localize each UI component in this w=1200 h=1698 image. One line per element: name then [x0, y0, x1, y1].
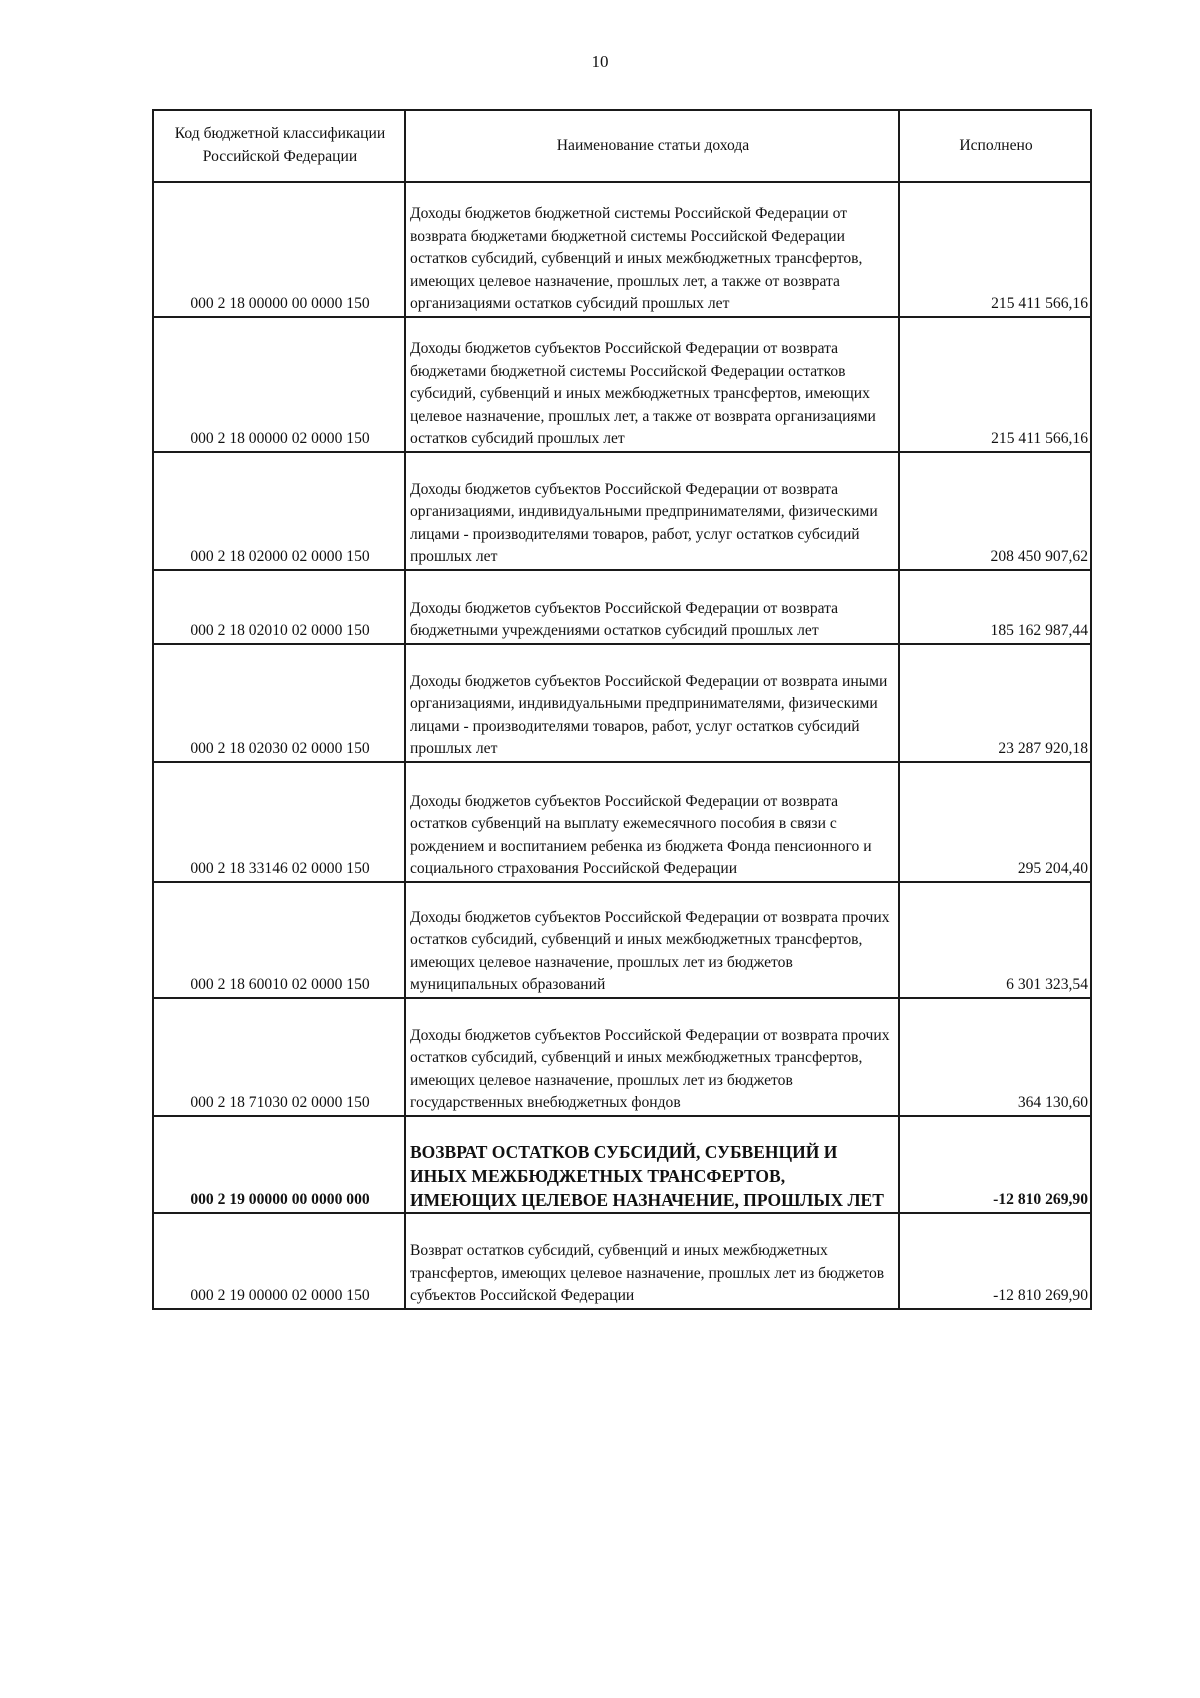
row-sum: -12 810 269,90	[899, 1116, 1091, 1213]
row-name: Доходы бюджетов бюджетной системы Российской Федерации от возврата бюджетами бюджетной системы Российской Федерации остатков субсидий, субвенций и иных межбюджетных трансфертов, имеющих целевое назначение, прошлых лет, а также от возврата организациями остатков субсидий прошлых лет	[405, 182, 899, 317]
table-row	[153, 570, 1091, 644]
table-row	[153, 182, 1091, 317]
table-row	[153, 998, 1091, 1116]
row-sum: 185 162 987,44	[899, 570, 1091, 644]
row-code: 000 2 19 00000 00 0000 000	[153, 1116, 405, 1213]
page-number: 10	[591, 52, 609, 71]
row-code: 000 2 18 02030 02 0000 150	[153, 644, 405, 762]
row-name: Доходы бюджетов субъектов Российской Федерации от возврата бюджетными учреждениями остатков субсидий прошлых лет	[405, 570, 899, 644]
row-name: Доходы бюджетов субъектов Российской Федерации от возврата организациями, индивидуальными предпринимателями, физическими лицами - производителями товаров, работ, услуг остатков субсидий прошлых лет	[405, 452, 899, 570]
header-sum: Исполнено	[899, 110, 1091, 182]
table-row	[153, 1213, 1091, 1309]
table-header-row	[153, 110, 1091, 182]
row-name: Доходы бюджетов субъектов Российской Федерации от возврата остатков субвенций на выплату ежемесячного пособия в связи с рождением и воспитанием ребенка из бюджета Фонда пенсионного и социального страхования Российской Федерации	[405, 762, 899, 882]
row-code: 000 2 18 71030 02 0000 150	[153, 998, 405, 1116]
row-name: Доходы бюджетов субъектов Российской Федерации от возврата прочих остатков субсидий, субвенций и иных межбюджетных трансфертов, имеющих целевое назначение, прошлых лет из бюджетов муниципальных образований	[405, 882, 899, 998]
header-code: Код бюджетной классификации Российской Федерации	[153, 110, 405, 182]
row-sum: 23 287 920,18	[899, 644, 1091, 762]
table-row	[153, 762, 1091, 882]
header-name: Наименование статьи дохода	[405, 110, 899, 182]
table-row	[153, 644, 1091, 762]
row-name: Возврат остатков субсидий, субвенций и иных межбюджетных трансфертов, имеющих целевое назначение, прошлых лет из бюджетов субъектов Российской Федерации	[405, 1213, 899, 1309]
row-code: 000 2 18 33146 02 0000 150	[153, 762, 405, 882]
table-row	[153, 317, 1091, 452]
row-sum: 215 411 566,16	[899, 317, 1091, 452]
row-code: 000 2 18 00000 00 0000 150	[153, 182, 405, 317]
table-row-total	[153, 1116, 1091, 1213]
row-sum: 6 301 323,54	[899, 882, 1091, 998]
row-sum: 215 411 566,16	[899, 182, 1091, 317]
row-code: 000 2 18 02010 02 0000 150	[153, 570, 405, 644]
budget-revenue-table	[152, 109, 1092, 1310]
row-name: ВОЗВРАТ ОСТАТКОВ СУБСИДИЙ, СУБВЕНЦИЙ И ИНЫХ МЕЖБЮДЖЕТНЫХ ТРАНСФЕРТОВ, ИМЕЮЩИХ ЦЕЛЕВОЕ НАЗНАЧЕНИЕ, ПРОШЛЫХ ЛЕТ	[405, 1116, 899, 1213]
row-name: Доходы бюджетов субъектов Российской Федерации от возврата прочих остатков субсидий, субвенций и иных межбюджетных трансфертов, имеющих целевое назначение, прошлых лет из бюджетов государственных внебюджетных фондов	[405, 998, 899, 1116]
row-name: Доходы бюджетов субъектов Российской Федерации от возврата бюджетами бюджетной системы Российской Федерации остатков субсидий, субвенций и иных межбюджетных трансфертов, имеющих целевое назначение, прошлых лет, а также от возврата организациями остатков субсидий прошлых лет	[405, 317, 899, 452]
row-sum: 364 130,60	[899, 998, 1091, 1116]
row-code: 000 2 18 60010 02 0000 150	[153, 882, 405, 998]
row-code: 000 2 19 00000 02 0000 150	[153, 1213, 405, 1309]
row-sum: 295 204,40	[899, 762, 1091, 882]
table-row	[153, 882, 1091, 998]
row-code: 000 2 18 00000 02 0000 150	[153, 317, 405, 452]
row-sum: 208 450 907,62	[899, 452, 1091, 570]
row-name: Доходы бюджетов субъектов Российской Федерации от возврата иными организациями, индивидуальными предпринимателями, физическими лицами - производителями товаров, работ, услуг остатков субсидий прошлых лет	[405, 644, 899, 762]
row-code: 000 2 18 02000 02 0000 150	[153, 452, 405, 570]
table-row	[153, 452, 1091, 570]
row-sum: -12 810 269,90	[899, 1213, 1091, 1309]
